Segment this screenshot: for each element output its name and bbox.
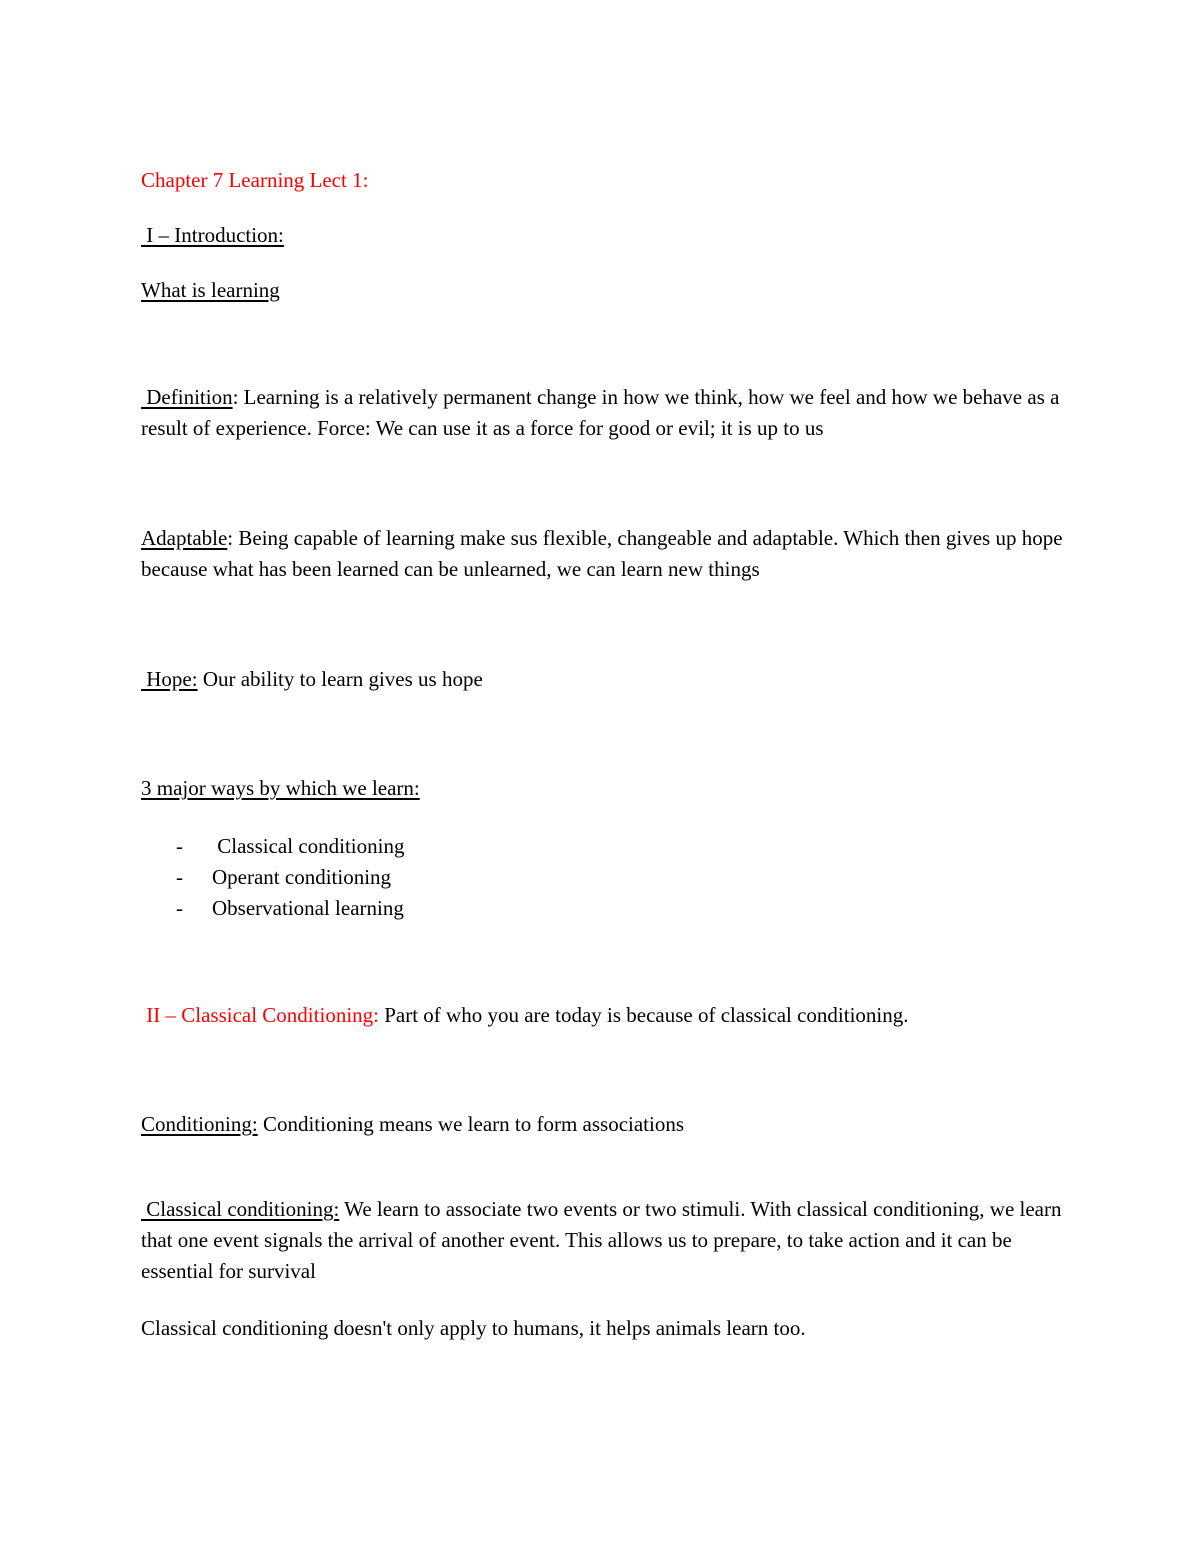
adaptable-label: Adaptable: [141, 526, 228, 550]
definition-text: : Learning is a relatively permanent change in how we think, how we feel and how we behave as a result of experience. Force: We can use it as a force for good or evil; it is up to us: [141, 385, 1060, 440]
adaptable-text: : Being capable of learning make sus flexible, changeable and adaptable. Which then gives up hope because what has been learned can be unlearned, we can learn new things: [141, 526, 1063, 581]
classical-conditioning-label: Classical conditioning:: [141, 1197, 340, 1221]
list-item: [176, 831, 404, 862]
list-item-text: Classical conditioning: [212, 834, 405, 858]
what-is-learning-heading: What is learning: [141, 278, 280, 302]
classical-conditioning-paragraph: [141, 1194, 1076, 1287]
list-dash: -: [176, 896, 183, 920]
list-item-text: Observational learning: [212, 896, 404, 920]
section-classical-conditioning-heading: II – Classical Conditioning:: [141, 1003, 379, 1027]
list-dash: -: [176, 834, 183, 858]
hope-text: Our ability to learn gives us hope: [197, 667, 483, 691]
list-item: [176, 893, 404, 924]
document-title: Chapter 7 Learning Lect 1:: [141, 168, 369, 192]
hope-label: Hope:: [141, 667, 198, 691]
list-item-text: Operant conditioning: [212, 865, 392, 889]
adaptable-paragraph: [141, 523, 1076, 585]
list-dash: -: [176, 865, 183, 889]
hope-paragraph: [141, 669, 483, 690]
conditioning-label: Conditioning:: [141, 1112, 258, 1136]
classical-conditioning-section: [141, 1005, 909, 1026]
conditioning-paragraph: [141, 1114, 684, 1135]
section-classical-conditioning-text: Part of who you are today is because of classical conditioning.: [378, 1003, 909, 1027]
list-item: [176, 862, 404, 893]
closing-paragraph: Classical conditioning doesn't only apply to humans, it helps animals learn too.: [141, 1316, 806, 1340]
ways-list: [176, 831, 404, 924]
ways-heading: 3 major ways by which we learn:: [141, 776, 420, 800]
section-introduction-heading: I – Introduction:: [141, 223, 284, 247]
definition-paragraph: [141, 382, 1076, 444]
conditioning-text: Conditioning means we learn to form associations: [257, 1112, 685, 1136]
definition-label: Definition: [141, 385, 233, 409]
classical-conditioning-text: We learn to associate two events or two stimuli. With classical conditioning, we learn that one event signals the arrival of another event. This allows us to prepare, to take action and it can be essential for survival: [141, 1197, 1062, 1283]
